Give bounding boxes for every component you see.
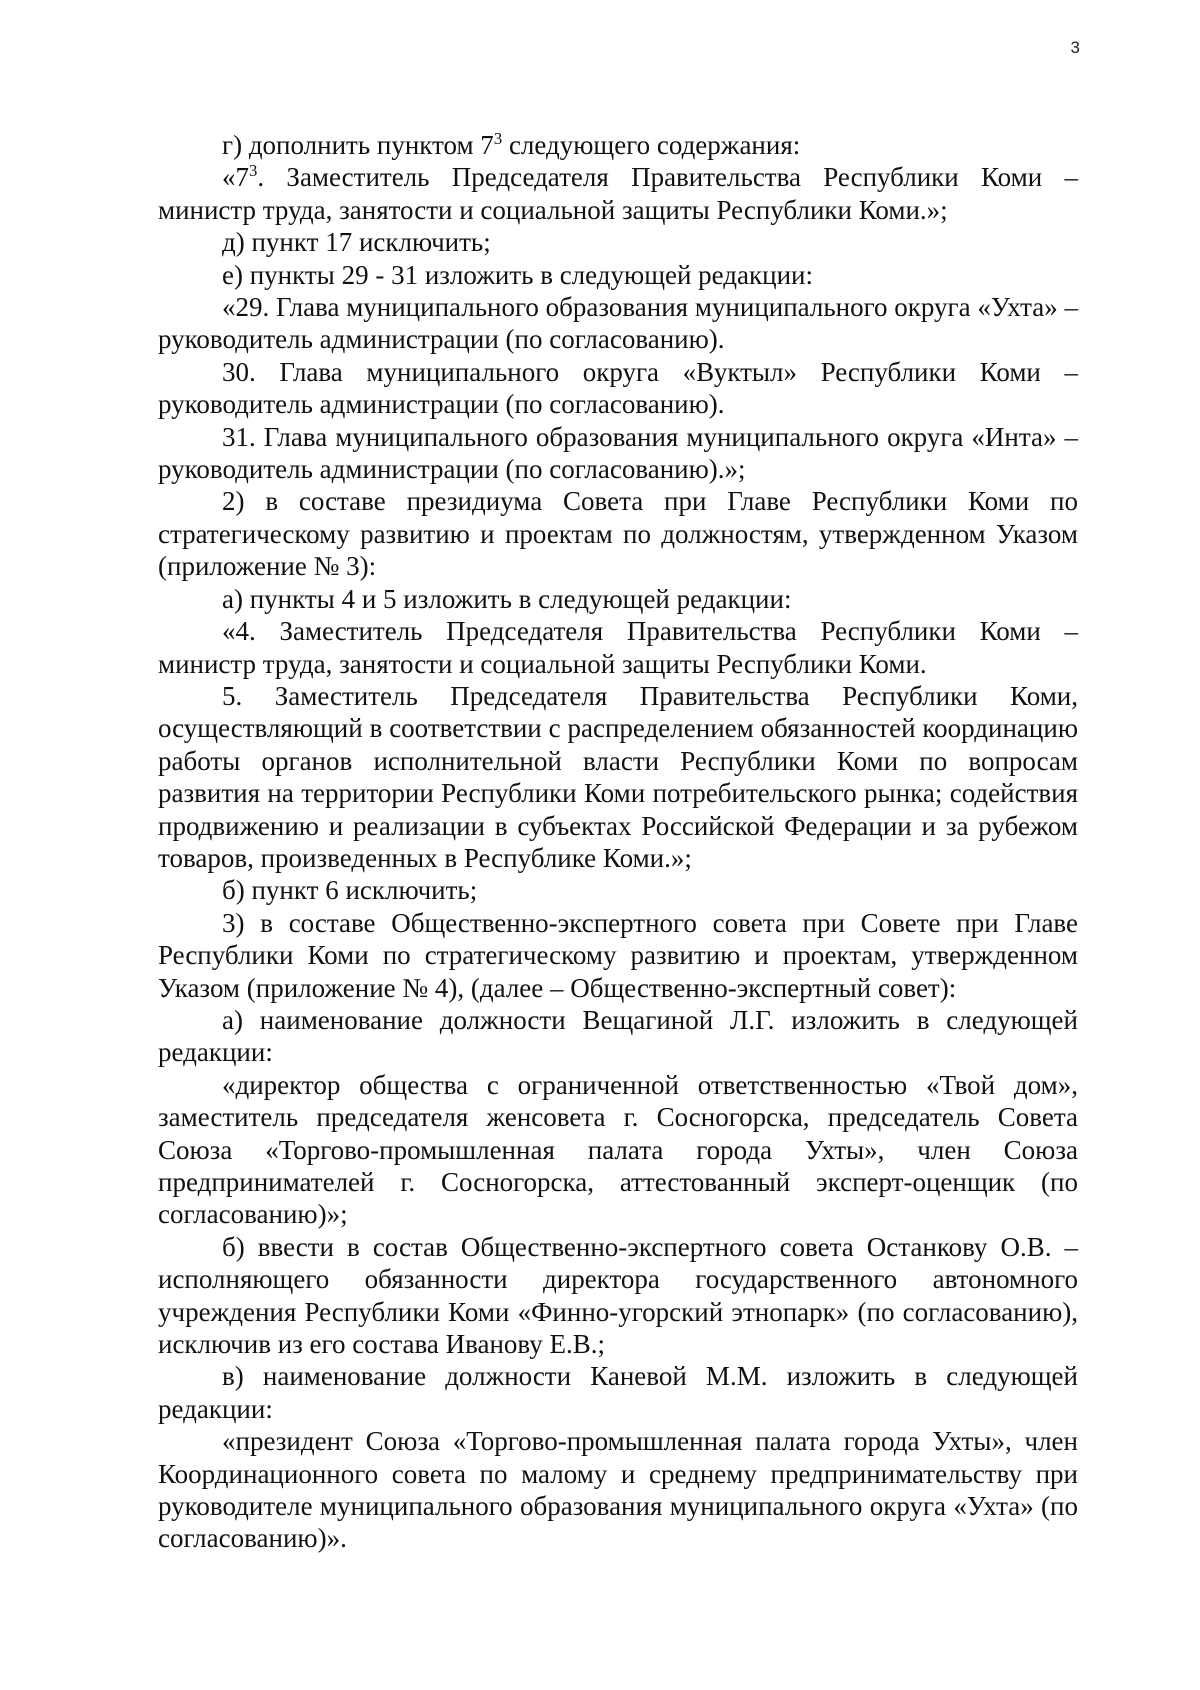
paragraph-text: а) наименование должности Вещагиной Л.Г. изложить в следующей редакции: — [158, 1004, 1078, 1068]
paragraph — [158, 1231, 1078, 1361]
page-number: 3 — [1070, 38, 1080, 57]
paragraph-text: г) дополнить пунктом 7 — [222, 130, 494, 160]
paragraph-text: б) ввести в состав Общественно-экспертного совета Останкову О.В. – исполняющего обязанности директора государственного автономного учреждения Республики Коми «Финно-угорский этнопарк» (по согласованию), исключив из его состава Иванову Е.В.; — [158, 1231, 1078, 1360]
paragraph-text: е) пункты 29 - 31 изложить в следующей редакции: — [222, 259, 813, 290]
paragraph-text-continued: следующего содержания: — [502, 130, 801, 160]
paragraph — [158, 874, 1078, 906]
paragraph-text: 30. Глава муниципального округа «Вуктыл» Республики Коми – руководитель администрации (по согласованию). — [158, 356, 1078, 420]
paragraph — [158, 907, 1078, 1004]
paragraph-text: б) пункт 6 исключить; — [222, 875, 478, 906]
paragraph — [158, 485, 1078, 582]
paragraph — [158, 583, 1078, 615]
paragraph — [158, 291, 1078, 356]
superscript: 3 — [493, 129, 503, 148]
superscript: 3 — [249, 161, 258, 181]
paragraph-text: а) пункты 4 и 5 изложить в следующей редакции: — [222, 583, 792, 614]
paragraph-text: «президент Союза «Торгово-промышленная палата города Ухты», член Координационного совета по малому и среднему предпринимательству при руководителе муниципального образования муниципального округа «Ухта» (по согласованию)». — [158, 1426, 1078, 1554]
paragraph — [158, 161, 1078, 226]
paragraph — [158, 680, 1078, 874]
paragraph — [158, 615, 1078, 680]
paragraph-text: в) наименование должности Каневой М.М. изложить в следующей редакции: — [158, 1361, 1078, 1424]
paragraph — [158, 226, 1078, 258]
paragraph-text: 5. Заместитель Председателя Правительства Республики Коми, осуществляющий в соответствии с распределением обязанностей координацию работы органов исполнительной власти Республики Коми по вопросам развития на территории Республики Коми потребительского рынка; содействия продвижению и реализации в субъектах Российской Федерации и за рубежом товаров, произведенных в Республике Коми.»; — [158, 680, 1078, 873]
paragraph — [158, 1425, 1078, 1555]
paragraph-text: «7 — [222, 162, 249, 193]
paragraph-text: 3) в составе Общественно-экспертного совета при Совете при Главе Республики Коми по стратегическому развитию и проектам, утвержденном Указом (приложение № 4), (далее – Общественно-экспертный совет): — [158, 907, 1078, 1003]
paragraph — [158, 1004, 1078, 1069]
paragraph-text: 31. Глава муниципального образования муниципального округа «Инта» – руководитель администрации (по согласованию).»; — [158, 421, 1078, 485]
paragraph — [158, 356, 1078, 421]
paragraph-text-continued: . Заместитель Председателя Правительства Республики Коми – министр труда, занятости и социальной защиты Республики Коми.»; — [158, 162, 1078, 225]
paragraph-text: д) пункт 17 исключить; — [222, 227, 491, 258]
paragraph-text: «директор общества с ограниченной ответственностью «Твой дом», заместитель председателя женсовета г. Сосногорска, председатель Совета Союза «Торгово-промышленная палата города Ухты», член Союза предпринимателей г. Сосногорска, аттестованный эксперт-оценщик (по согласованию)»; — [158, 1069, 1078, 1230]
paragraph — [158, 1069, 1078, 1231]
paragraph — [158, 421, 1078, 486]
document-body — [158, 129, 1078, 1555]
paragraph-text: «4. Заместитель Председателя Правительства Республики Коми – министр труда, занятости и социальной защиты Республики Коми. — [158, 616, 1078, 679]
paragraph — [158, 259, 1078, 291]
paragraph — [158, 1360, 1078, 1425]
paragraph — [158, 129, 1078, 161]
paragraph-text: «29. Глава муниципального образования муниципального округа «Ухта» – руководитель администрации (по согласованию). — [158, 292, 1078, 355]
paragraph-text: 2) в составе президиума Совета при Главе Республики Коми по стратегическому развитию и проектам по должностям, утвержденном Указом (приложение № 3): — [158, 486, 1078, 582]
